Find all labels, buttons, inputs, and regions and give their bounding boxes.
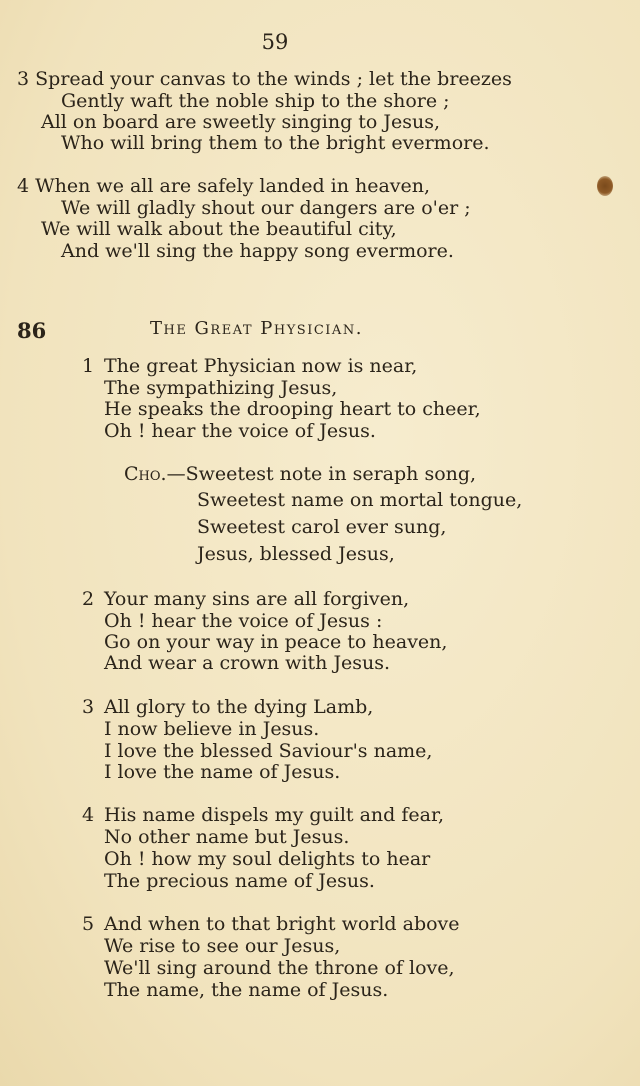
verse-3-line-2: I now believe in Jesus. — [104, 718, 320, 740]
verse-1-line-3: He speaks the drooping heart to cheer, — [104, 398, 481, 420]
verse-5-number: 5 — [82, 913, 95, 935]
chorus-line-3: Sweetest carol ever sung, — [197, 516, 447, 538]
verse-4-line-4: The precious name of Jesus. — [104, 870, 375, 892]
prev-verse-4-line-2: We will gladly shout our dangers are o'er ; — [61, 197, 471, 219]
page-number: 59 — [261, 30, 289, 54]
prev-verse-3-line-1 — [17, 68, 512, 90]
verse-4-number: 4 — [82, 804, 95, 826]
verse-5-line-4: The name, the name of Jesus. — [104, 979, 389, 1001]
verse-4-line-1: His name dispels my guilt and fear, — [104, 804, 444, 826]
verse-4-line-2: No other name but Jesus. — [104, 826, 350, 848]
prev-verse-4-line-1 — [17, 175, 430, 197]
prev-verse-4-line-4: And we'll sing the happy song evermore. — [61, 240, 454, 262]
verse-1-number: 1 — [82, 355, 95, 377]
verse-1-line-4: Oh ! hear the voice of Jesus. — [104, 420, 376, 442]
verse-5-line-3: We'll sing around the throne of love, — [104, 957, 455, 979]
verse-3-line-4: I love the name of Jesus. — [104, 761, 341, 783]
verse-3-line-1: All glory to the dying Lamb, — [104, 696, 374, 718]
verse-4-line-3: Oh ! how my soul delights to hear — [104, 848, 431, 870]
hymn-number: 86 — [17, 318, 47, 343]
verse-2-line-3: Go on your way in peace to heaven, — [104, 631, 448, 653]
prev-verse-4-line-3: We will walk about the beautiful city, — [41, 218, 397, 240]
chorus-label: Cho.— — [124, 463, 186, 485]
verse-1-line-2: The sympathizing Jesus, — [104, 377, 338, 399]
verse-number: 3 — [17, 68, 30, 90]
verse-2-line-4: And wear a crown with Jesus. — [104, 652, 391, 674]
verse-2-number: 2 — [82, 588, 95, 610]
prev-verse-3-line-4: Who will bring them to the bright evermore. — [61, 132, 490, 154]
chorus-line-4: Jesus, blessed Jesus, — [197, 543, 395, 565]
verse-3-number: 3 — [82, 696, 95, 718]
verse-3-line-3: I love the blessed Saviour's name, — [104, 740, 433, 762]
verse-5-line-1: And when to that bright world above — [104, 913, 460, 935]
verse-1-line-1: The great Physician now is near, — [104, 355, 418, 377]
hymn-title: The Great Physician. — [150, 318, 363, 339]
prev-verse-3-line-2: Gently waft the noble ship to the shore ; — [61, 90, 450, 112]
ink-blot — [597, 176, 613, 196]
prev-verse-3-line-3: All on board are sweetly singing to Jesus, — [41, 111, 441, 133]
chorus-line-2: Sweetest name on mortal tongue, — [197, 489, 523, 511]
verse-text: When we all are safely landed in heaven, — [35, 175, 431, 197]
verse-5-line-2: We rise to see our Jesus, — [104, 935, 341, 957]
verse-text: Spread your canvas to the winds ; let the breezes — [35, 68, 512, 90]
chorus-line-1 — [124, 463, 476, 485]
chorus-text: Sweetest note in seraph song, — [185, 463, 477, 485]
verse-2-line-1: Your many sins are all forgiven, — [104, 588, 410, 610]
verse-2-line-2: Oh ! hear the voice of Jesus : — [104, 610, 383, 632]
verse-number: 4 — [17, 175, 30, 197]
